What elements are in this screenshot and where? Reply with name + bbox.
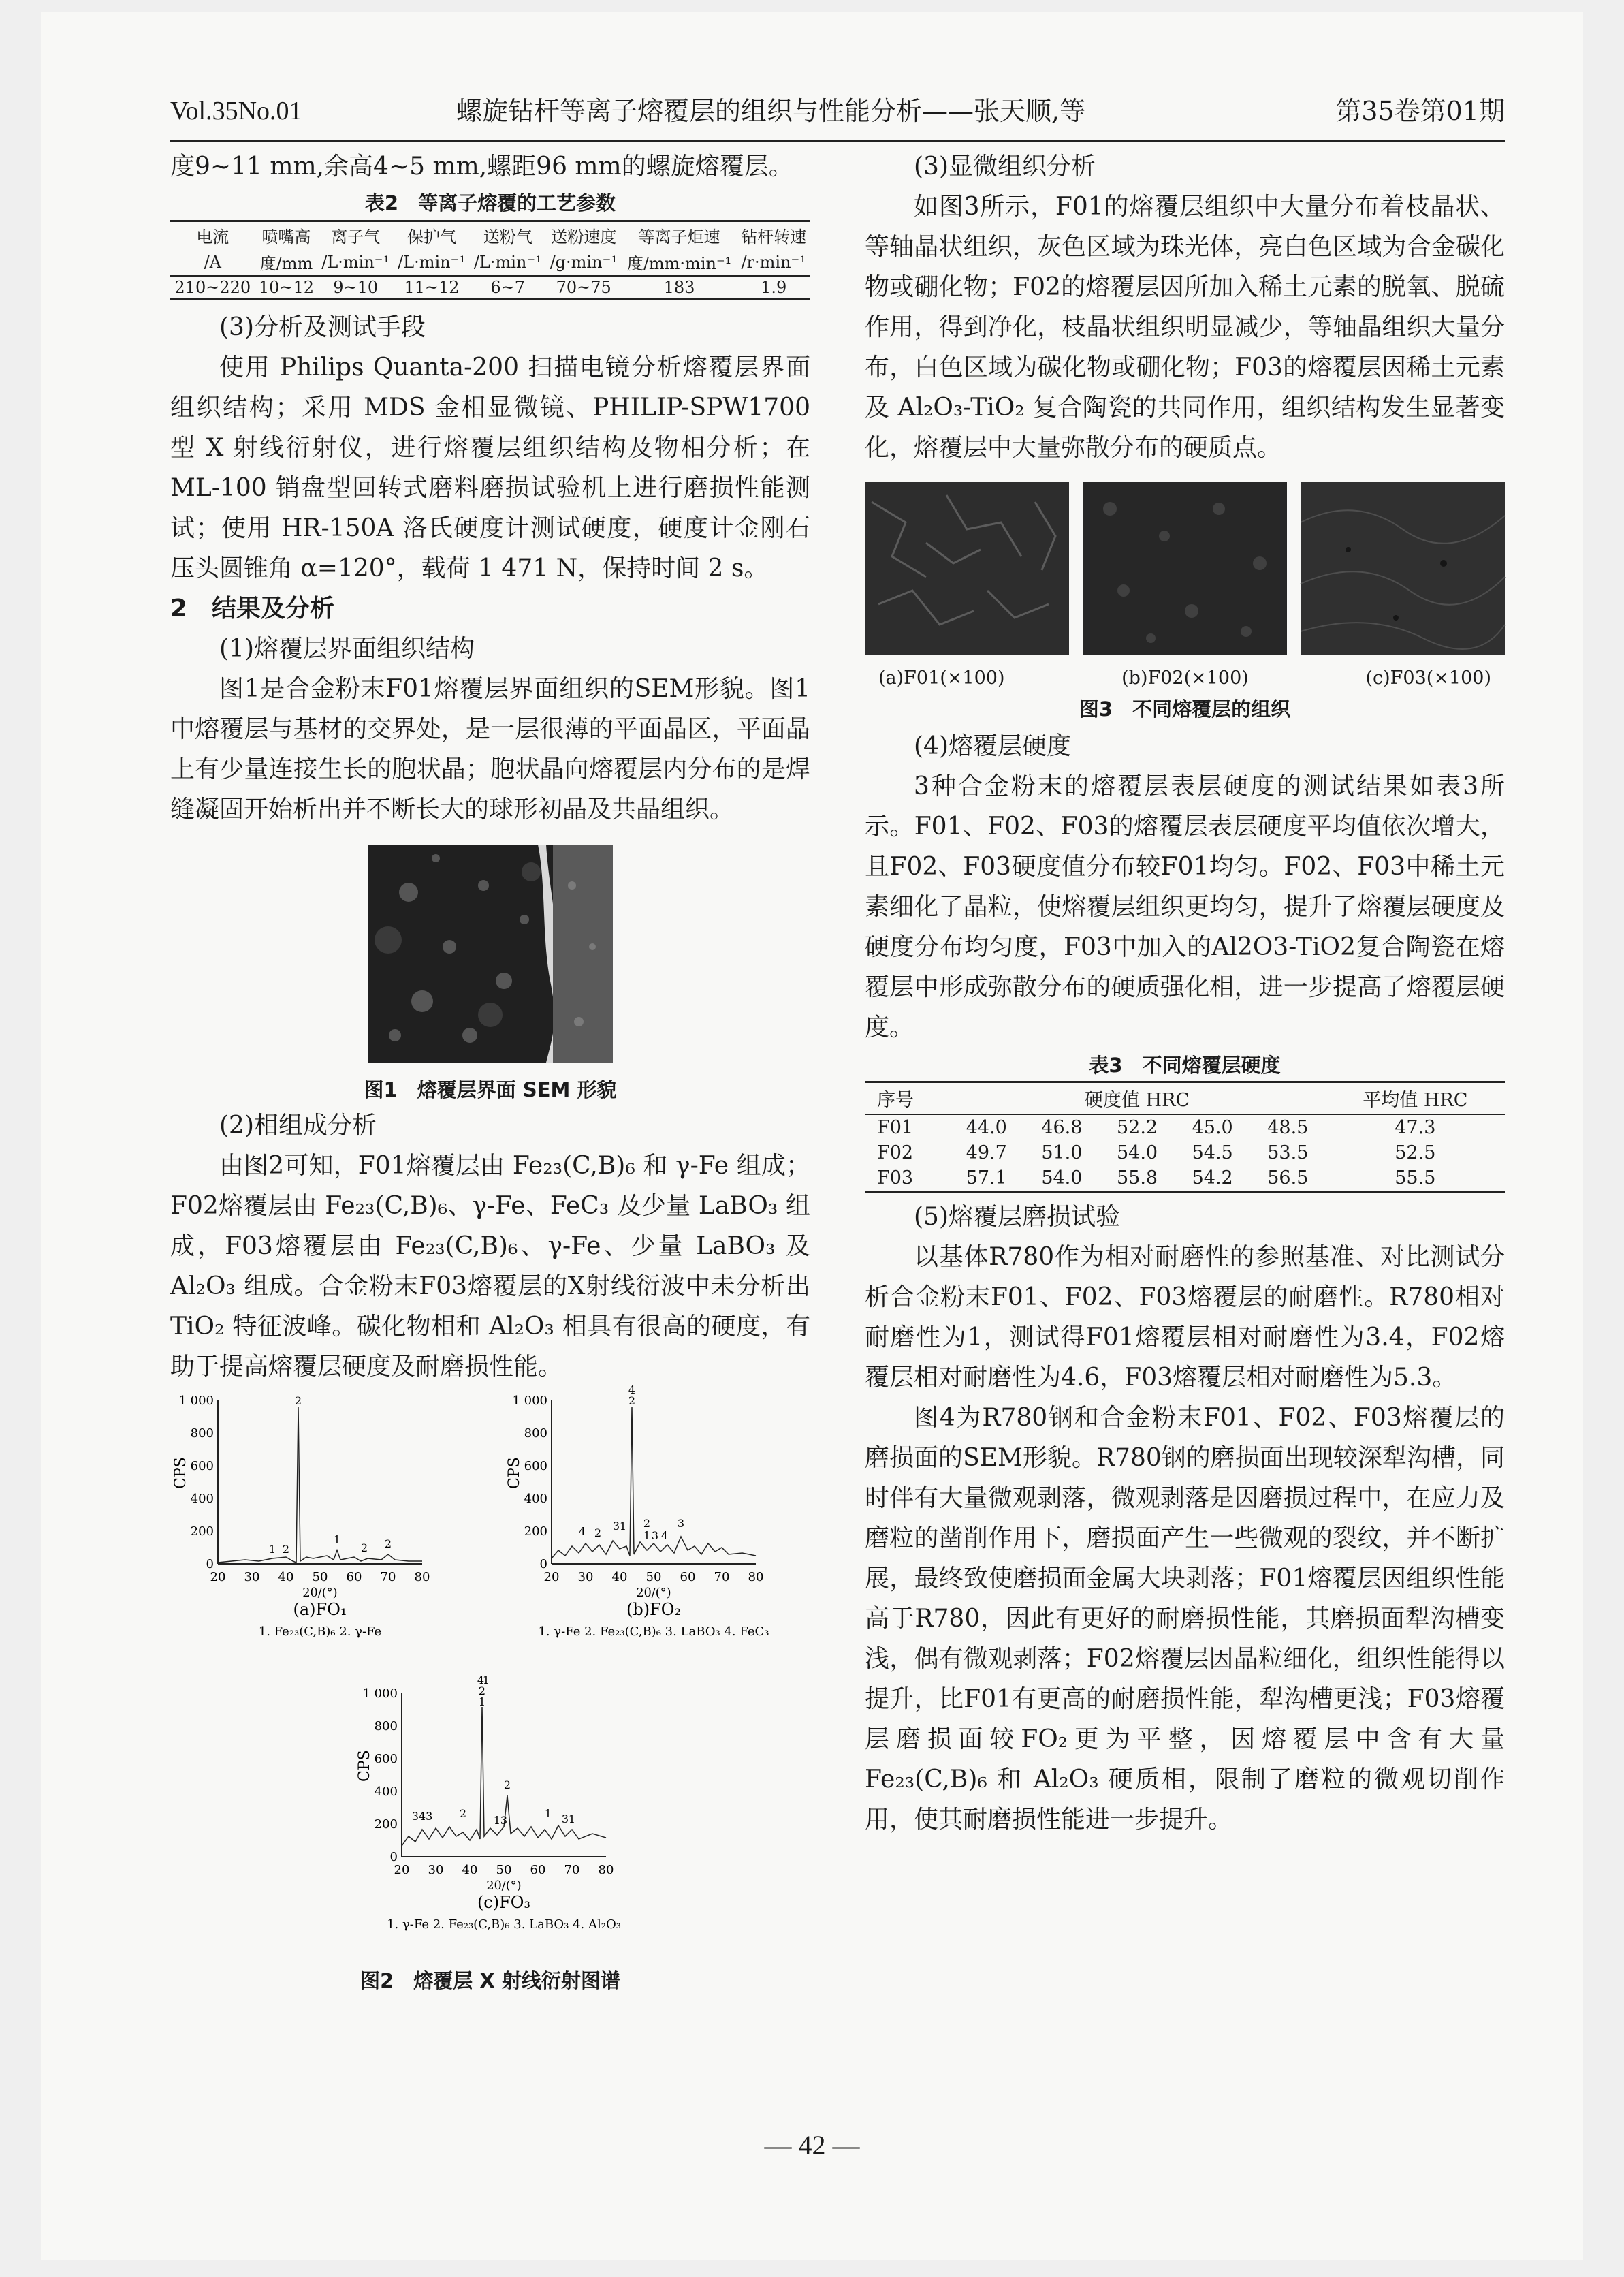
- paragraph-wear-2: 图4为R780钢和合金粉末F01、F02、F03熔覆层的磨损面的SEM形貌。R780钢的磨损面出现较深犁沟槽，同时伴有大量微观剥落，微观剥落是因磨损过程中，在应力及磨粒的凿削作用下，磨损面产生一些微观的裂纹，并不断扩展，最终致使磨损面金属大块剥落；F01熔覆层因组织性能高于R780，因此有更好的耐磨损性能，其磨损面犁沟槽变浅，偶有微观剥落；F02熔覆层因晶粒细化，组织性能得以提升，比F01有更高的耐磨损性能，犁沟槽更浅；F03熔覆层磨损面较FO₂更为平整，因熔覆层中含有大量 Fe₂₃(C,B)₆ 和 Al₂O₃ 硬质相，限制了磨粒的微观切削作用，使其耐磨损性能进一步提升。: [865, 1404, 1505, 1834]
- xrd-a-label: (a)FO₁: [293, 1600, 347, 1619]
- xrd-c-ytick: 1 000: [362, 1686, 398, 1701]
- t2-cell: 10~12: [255, 276, 318, 300]
- table-row: [865, 1165, 1505, 1192]
- svg-text:2: 2: [628, 1394, 636, 1407]
- t2-cell: 1.9: [737, 276, 810, 300]
- t2-cell: 9~10: [317, 276, 394, 300]
- table-row: [170, 276, 810, 300]
- t2-h1-4: 送粉气: [470, 221, 546, 249]
- t2-cell: 6~7: [470, 276, 546, 300]
- t3-cell: 54.0: [1116, 1142, 1158, 1163]
- t3-cell: 52.2: [1116, 1117, 1158, 1138]
- section-results: 2 结果及分析: [170, 595, 335, 623]
- t3-cell: 57.1: [949, 1165, 1024, 1192]
- xrd-b-ytick: 200: [524, 1524, 547, 1539]
- xrd-c-ytick: 600: [374, 1752, 398, 1766]
- fig1-caption: 图1 熔覆层界面 SEM 形貌: [364, 1078, 617, 1101]
- t3-cell: 55.5: [1326, 1165, 1505, 1192]
- t3-cell: 53.5: [1267, 1142, 1309, 1163]
- svg-text:1: 1: [643, 1529, 651, 1542]
- xrd-a-xtick: 50: [312, 1570, 328, 1584]
- subheading-methods: (3)分析及测试手段: [219, 313, 426, 341]
- fig3-label-a: (a)F01(×100): [878, 668, 1005, 689]
- running-header: [170, 87, 1505, 135]
- t2-h1-2: 离子气: [317, 221, 394, 249]
- svg-text:4: 4: [578, 1525, 586, 1538]
- micrograph-f02: [1083, 482, 1287, 655]
- xrd-c-xtick: 30: [428, 1863, 444, 1877]
- t2-cell: 210~220: [170, 276, 255, 300]
- xrd-c-xtick: 60: [530, 1863, 546, 1877]
- xrd-a-ytick: 400: [190, 1492, 214, 1506]
- t2-cell: 70~75: [546, 276, 622, 300]
- t2-h2-7: /r·min⁻¹: [741, 252, 806, 272]
- svg-text:4: 4: [628, 1383, 636, 1396]
- t2-h2-2: /L·min⁻¹: [321, 252, 390, 272]
- subheading-wear: (5)熔覆层磨损试验: [914, 1203, 1120, 1231]
- svg-text:2: 2: [459, 1807, 467, 1820]
- xrd-c-xtick: 40: [462, 1863, 478, 1877]
- xrd-c-xlabel: 2θ/(°): [486, 1879, 522, 1893]
- paragraph-methods: 使用 Philips Quanta-200 扫描电镜分析熔覆层界面组织结构；采用 MDS 金相显微镜、PHILIP-SPW1700 型 X 射线衍射仪，进行熔覆层组织结构及物相分析；在 ML-100 销盘型回转式磨料磨损试验机上进行磨损性能测试；使用 HR-150A 洛氏硬度计测试硬度，硬度计金刚石压头圆锥角 α=120°，载荷 1 471 N，保持时间 2 s。: [170, 354, 810, 582]
- table2: [170, 220, 810, 300]
- fig3-label-b: (b)F02(×100): [1121, 668, 1249, 689]
- svg-text:2: 2: [360, 1541, 368, 1554]
- t3-cell: 56.5: [1250, 1165, 1326, 1192]
- t2-h2-1: 度/mm: [259, 254, 313, 273]
- t3-cell: 54.5: [1192, 1142, 1233, 1163]
- xrd-chart-a: [172, 1394, 430, 1639]
- table-row: [865, 1140, 1505, 1165]
- xrd-c-xtick: 70: [564, 1863, 580, 1877]
- subheading-microstructure: (3)显微组织分析: [914, 153, 1096, 180]
- xrd-c-ytick: 0: [389, 1850, 398, 1864]
- header-title: 螺旋钻杆等离子熔覆层的组织与性能分析——张天顺,等: [456, 96, 1086, 126]
- xrd-a-ytick: 1 000: [178, 1394, 214, 1408]
- t2-h1-1: 喷嘴高: [255, 221, 318, 249]
- xrd-a-ylabel: CPS: [172, 1457, 189, 1489]
- t2-h2-0: /A: [204, 252, 221, 272]
- svg-text:3: 3: [612, 1520, 620, 1533]
- fig3-subcaptions: [865, 668, 1505, 689]
- xrd-c-xtick: 80: [598, 1863, 614, 1877]
- svg-text:4: 4: [477, 1674, 485, 1686]
- svg-text:1: 1: [268, 1543, 276, 1556]
- svg-text:2: 2: [282, 1543, 290, 1556]
- fig3-label-c: (c)F03(×100): [1365, 668, 1491, 689]
- t3-cell: 46.8: [1041, 1117, 1083, 1138]
- t3-cell: F02: [877, 1142, 914, 1163]
- xrd-b-ytick: 600: [524, 1459, 547, 1473]
- xrd-b-xtick: 40: [611, 1570, 628, 1584]
- xrd-a-legend: 1. Fe₂₃(C,B)₆ 2. γ-Fe: [258, 1624, 382, 1639]
- page-number: — 42 —: [764, 2130, 860, 2161]
- micrograph-f01: [865, 482, 1069, 655]
- paragraph-wear-1: 以基体R780作为相对耐磨性的参照基准、对比测试分析合金粉末F01、F02、F03熔覆层的耐磨性。R780相对耐磨性为1，测试得F01熔覆层相对耐磨性为3.4，F02熔覆层相对耐磨性为4.6，F03熔覆层相对耐磨性为5.3。: [865, 1243, 1505, 1392]
- t2-h1-7: 钻杆转速: [737, 221, 810, 249]
- svg-text:1: 1: [333, 1533, 341, 1546]
- micrograph-f03: [1301, 482, 1505, 655]
- xrd-c-ylabel: CPS: [356, 1750, 373, 1782]
- right-column: [865, 146, 1505, 1840]
- svg-text:1: 1: [544, 1807, 552, 1820]
- svg-text:343: 343: [411, 1810, 433, 1823]
- xrd-b-ytick: 800: [524, 1426, 547, 1441]
- t3-header-no: 序号: [865, 1082, 949, 1115]
- svg-text:2: 2: [384, 1537, 392, 1550]
- xrd-c-ytick: 400: [374, 1785, 398, 1799]
- paragraph-interface: 图1是合金粉末F01熔覆层界面组织的SEM形貌。图1中熔覆层与基材的交界处，是一层很薄的平面晶区，平面晶上有少量连接生长的胞状晶；胞状晶向熔覆层内分布的是焊缝凝固开始析出并不断长大的球形初晶及共晶组织。: [170, 675, 810, 823]
- table-row: [865, 1114, 1505, 1140]
- fig2-xrd-area: [170, 1383, 810, 1993]
- paragraph-microstructure: 如图3所示，F01的熔覆层组织中大量分布着枝晶状、等轴晶状组织，灰色区域为珠光体，亮白色区域为合金碳化物或硼化物；F02的熔覆层因所加入稀土元素的脱氧、脱硫作用，得到净化，枝晶状组织明显减少，等轴晶组织大量分布，白色区域为碳化物或硼化物；F03的熔覆层因稀土元素及 Al₂O₃-TiO₂ 复合陶瓷的共同作用，组织结构发生显著变化，熔覆层中大量弥散分布的硬质点。: [865, 193, 1505, 462]
- t2-cell: 11~12: [394, 276, 470, 300]
- xrd-a-xtick: 80: [414, 1570, 430, 1584]
- xrd-b-xtick: 60: [680, 1570, 696, 1584]
- xrd-c-legend: 1. γ-Fe 2. Fe₂₃(C,B)₆ 3. LaBO₃ 4. Al₂O₃: [387, 1917, 621, 1932]
- xrd-a-xlabel: 2θ/(°): [302, 1586, 338, 1600]
- t2-h1-0: 电流: [170, 221, 255, 249]
- subheading-hardness: (4)熔覆层硬度: [914, 732, 1071, 760]
- xrd-chart-c: [356, 1674, 621, 1932]
- t3-cell: 44.0: [966, 1117, 1007, 1138]
- fig1-sem-image: [368, 845, 613, 1063]
- xrd-b-xlabel: 2θ/(°): [636, 1586, 671, 1600]
- t3-cell: 49.7: [966, 1142, 1007, 1163]
- t3-cell: 51.0: [1041, 1142, 1083, 1163]
- xrd-b-xtick: 30: [577, 1570, 594, 1584]
- xrd-b-legend: 1. γ-Fe 2. Fe₂₃(C,B)₆ 3. LaBO₃ 4. FeC₃: [538, 1624, 769, 1639]
- xrd-a-ytick: 200: [190, 1524, 214, 1539]
- t2-h2-5: /g·min⁻¹: [550, 252, 618, 272]
- svg-text:2: 2: [594, 1526, 602, 1539]
- xrd-b-xtick: 20: [543, 1570, 560, 1584]
- t3-header-avg: 平均值 HRC: [1326, 1082, 1505, 1115]
- svg-text:3: 3: [677, 1517, 685, 1530]
- t2-h1-3: 保护气: [394, 221, 470, 249]
- header-issue: 第35卷第01期: [1335, 96, 1505, 126]
- header-volume: Vol.35No.01: [170, 97, 302, 125]
- xrd-a-xtick: 40: [278, 1570, 294, 1584]
- svg-text:4: 4: [660, 1529, 669, 1542]
- fig3-images: [865, 482, 1505, 655]
- t2-h2-6: 度/mm·min⁻¹: [626, 254, 732, 273]
- svg-text:1: 1: [482, 1674, 490, 1686]
- header-rule: [170, 140, 1505, 142]
- xrd-c-xtick: 20: [394, 1863, 410, 1877]
- t3-header-values: 硬度值 HRC: [949, 1082, 1325, 1115]
- t2-cell: 183: [622, 276, 737, 300]
- t3-cell: 55.8: [1100, 1165, 1175, 1192]
- svg-text:1: 1: [619, 1520, 627, 1533]
- t2-h2-4: /L·min⁻¹: [473, 252, 542, 272]
- svg-text:1: 1: [478, 1695, 486, 1708]
- t3-cell: 48.5: [1267, 1117, 1309, 1138]
- xrd-b-label: (b)FO₂: [626, 1600, 682, 1619]
- t3-cell: 47.3: [1395, 1117, 1436, 1138]
- xrd-c-ytick: 800: [374, 1719, 398, 1733]
- xrd-c-ytick: 200: [374, 1817, 398, 1832]
- table3: [865, 1081, 1505, 1193]
- t3-cell: 54.2: [1175, 1165, 1250, 1192]
- xrd-b-xtick: 80: [748, 1570, 764, 1584]
- xrd-a-ytick: 800: [190, 1426, 214, 1441]
- fig2-caption: 图2 熔覆层 X 射线衍射图谱: [360, 1969, 620, 1992]
- left-column: [170, 146, 810, 1994]
- xrd-b-ytick: 1 000: [512, 1394, 547, 1408]
- xrd-a-xtick: 60: [346, 1570, 362, 1584]
- xrd-b-ylabel: CPS: [506, 1457, 523, 1489]
- t3-cell: F01: [877, 1117, 914, 1138]
- xrd-a-xtick: 70: [380, 1570, 396, 1584]
- t2-h1-5: 送粉速度: [546, 221, 622, 249]
- xrd-c-label: (c)FO₃: [477, 1893, 531, 1912]
- svg-text:3: 3: [561, 1812, 569, 1825]
- paragraph-top: 度9~11 mm,余高4~5 mm,螺距96 mm的螺旋熔覆层。: [170, 153, 793, 180]
- svg-text:3: 3: [651, 1529, 659, 1542]
- t2-h1-6: 等离子炬速: [622, 221, 737, 249]
- paragraph-phase: 由图2可知，F01熔覆层由 Fe₂₃(C,B)₆ 和 γ-Fe 组成；F02熔覆层由 Fe₂₃(C,B)₆、γ-Fe、FeC₃ 及少量 LaBO₃ 组成，F03熔覆层由 Fe₂₃(C,B)₆、γ-Fe、少量 LaBO₃ 及 Al₂O₃ 组成。合金粉末F03熔覆层的X射线衍波中未分析出 TiO₂ 特征波峰。碳化物相和 Al₂O₃ 相具有很高的硬度，有助于提高熔覆层硬度及耐磨损性能。: [170, 1152, 810, 1381]
- xrd-b-ytick: 400: [524, 1492, 547, 1506]
- xrd-svg: [170, 1383, 810, 1993]
- xrd-b-xtick: 70: [714, 1570, 730, 1584]
- svg-text:1: 1: [568, 1812, 576, 1825]
- table3-caption: 表3 不同熔覆层硬度: [1089, 1054, 1281, 1077]
- svg-text:3: 3: [500, 1814, 508, 1827]
- subheading-phase: (2)相组成分析: [219, 1112, 377, 1140]
- svg-text:2: 2: [643, 1517, 651, 1530]
- xrd-b-xtick: 50: [646, 1570, 662, 1584]
- subheading-interface: (1)熔覆层界面组织结构: [219, 635, 475, 663]
- xrd-a-ytick: 600: [190, 1459, 214, 1473]
- table2-caption: 表2 等离子熔覆的工艺参数: [364, 191, 616, 215]
- xrd-a-ytick: 0: [206, 1557, 214, 1571]
- xrd-a-xtick: 20: [210, 1570, 226, 1584]
- fig3-caption: 图3 不同熔覆层的组织: [1079, 697, 1291, 721]
- t3-cell: 54.0: [1024, 1165, 1100, 1192]
- t3-cell: F03: [865, 1165, 949, 1192]
- xrd-chart-b: [506, 1383, 769, 1639]
- paragraph-hardness: 3种合金粉末的熔覆层表层硬度的测试结果如表3所示。F01、F02、F03的熔覆层表层硬度平均值依次增大，且F02、F03硬度值分布较F01均匀。F02、F03中稀土元素细化了晶粒，使熔覆层组织更均匀，提升了熔覆层硬度及硬度分布均匀度，F03中加入的Al2O3-TiO2复合陶瓷在熔覆层中形成弥散分布的硬质强化相，进一步提高了熔覆层硬度。: [865, 772, 1505, 1041]
- xrd-a-peak: 2: [294, 1394, 302, 1407]
- t3-cell: 45.0: [1192, 1117, 1233, 1138]
- svg-text:2: 2: [478, 1684, 486, 1697]
- xrd-c-xtick: 50: [496, 1863, 512, 1877]
- t2-h2-3: /L·min⁻¹: [398, 252, 466, 272]
- svg-text:2: 2: [503, 1778, 511, 1791]
- xrd-a-xtick: 30: [244, 1570, 260, 1584]
- xrd-b-ytick: 0: [539, 1557, 547, 1571]
- t3-cell: 52.5: [1395, 1142, 1436, 1163]
- svg-text:1: 1: [493, 1814, 501, 1827]
